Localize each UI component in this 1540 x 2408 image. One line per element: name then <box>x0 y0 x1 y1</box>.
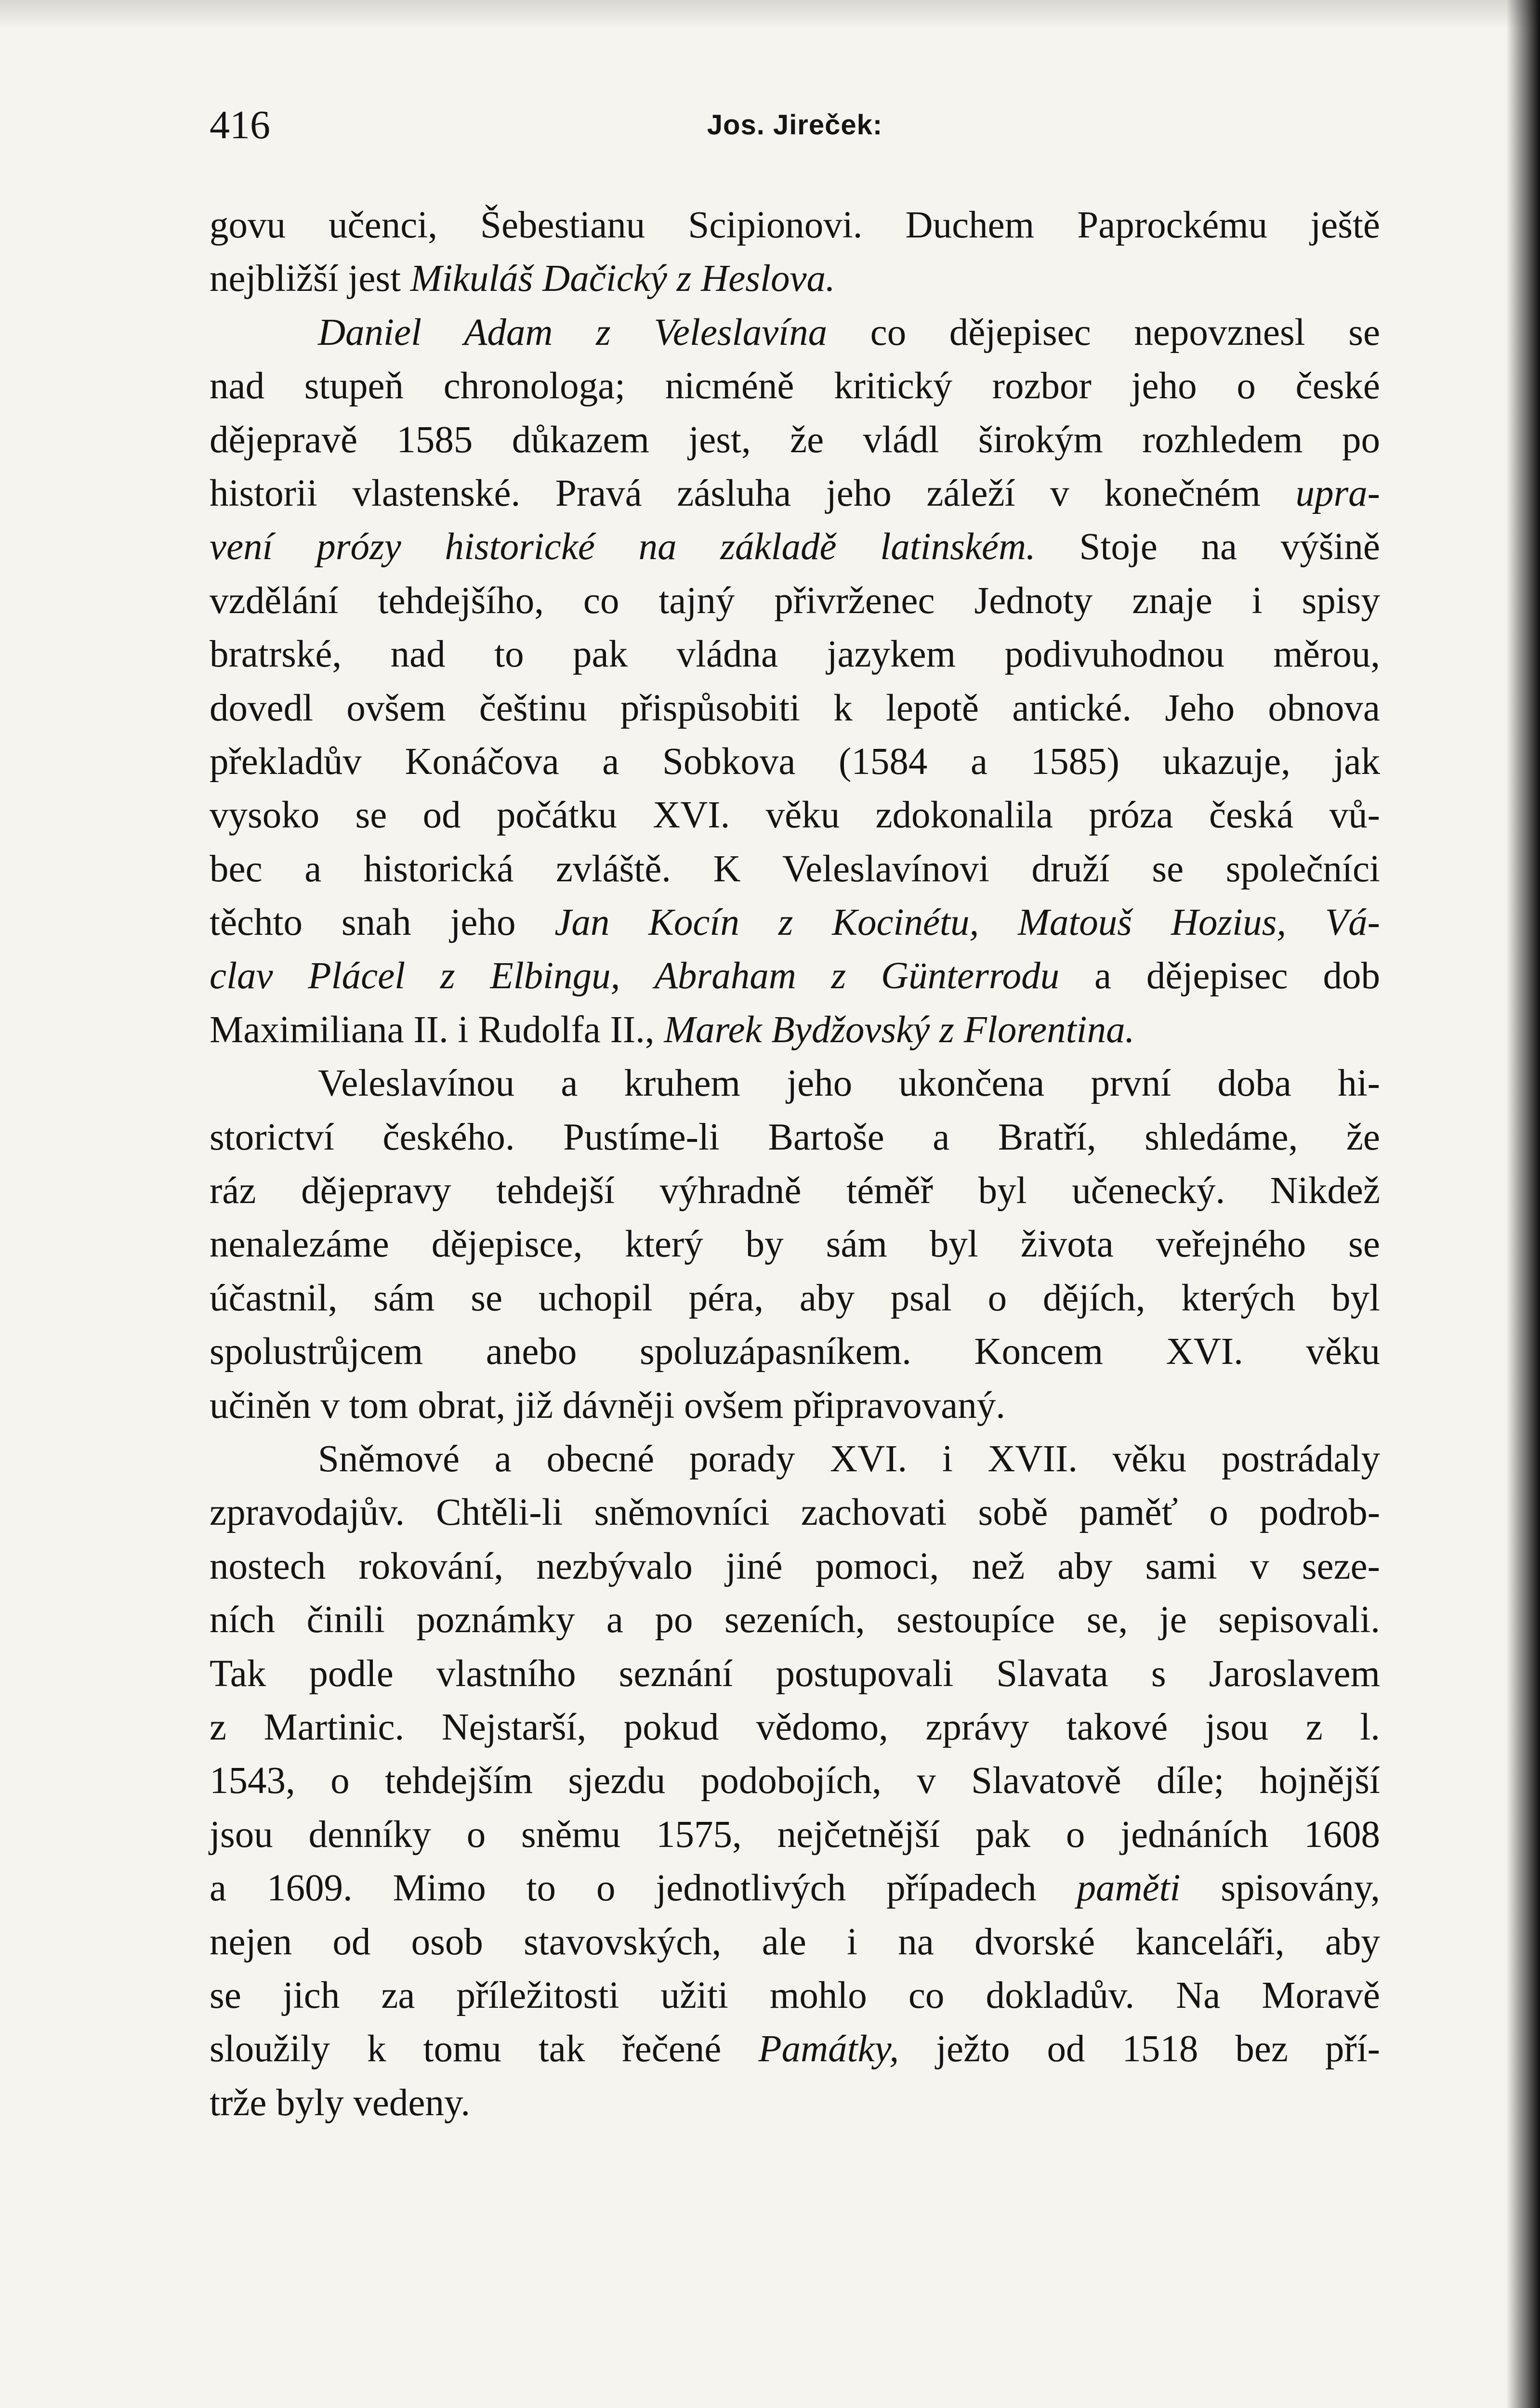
text-segment: a dějepisec dob <box>1059 955 1380 997</box>
italic-text-segment: Mikuláš Dačický z Heslova. <box>410 258 835 300</box>
text-line <box>210 2022 1380 2076</box>
text-segment: Tak podle vlastního seznání postupovali Slavata s Jaroslavem <box>210 1652 1380 1695</box>
text-line <box>210 842 1380 896</box>
text-segment: historii vlastenské. Pravá zásluha jeho záleží v konečném <box>210 472 1296 514</box>
text-segment: bec a historická zvláště. K Veleslavínovi druží se společníci <box>210 848 1380 890</box>
text-line <box>210 1379 1380 1432</box>
text-line <box>210 1701 1380 1754</box>
text-line <box>210 949 1380 1003</box>
text-segment: učiněn v tom obrat, již dávněji ovšem připravovaný. <box>210 1384 1005 1426</box>
page-top-shadow <box>0 0 1540 29</box>
italic-text-segment: Marek Bydžovský z Florentina. <box>664 1008 1135 1051</box>
text-segment: co dějepisec nepovznesl se <box>827 311 1381 353</box>
text-segment: 1543, o tehdejším sjezdu podobojích, v Slavatově díle; hojnější <box>210 1760 1380 1802</box>
text-segment: sloužily k tomu tak řečené <box>210 2028 759 2070</box>
text-segment: ních činili poznámky a po sezeních, sestoupíce se, je sepisovali. <box>210 1599 1380 1641</box>
italic-text-segment: Daniel Adam z Veleslavína <box>318 311 828 353</box>
text-line <box>210 1808 1380 1861</box>
text-line <box>210 306 1380 359</box>
text-line <box>210 2076 1380 2130</box>
italic-text-segment: vení prózy historické na základě latinském. <box>210 526 1036 568</box>
text-line <box>210 1915 1380 1969</box>
text-segment: účastnil, sám se uchopil péra, aby psal o dějích, kterých byl <box>210 1277 1380 1319</box>
text-line <box>210 1754 1380 1807</box>
text-segment: zpravodajův. Chtěli-li sněmovníci zachovati sobě paměť o podrob- <box>210 1492 1380 1534</box>
text-segment: jsou denníky o sněmu 1575, nejčetnější pak o jednáních 1608 <box>210 1813 1380 1856</box>
page-edge-shadow <box>1506 0 1540 2408</box>
text-line <box>210 413 1380 467</box>
text-segment: vzdělání tehdejšího, co tajný přivrženec Jednoty znaje i spisy <box>210 579 1380 622</box>
text-segment: těchto snah jeho <box>210 902 555 944</box>
text-segment: se jich za příležitosti užiti mohlo co dokladův. Na Moravě <box>210 1974 1380 2016</box>
text-line <box>210 681 1380 735</box>
text-segment: bratrské, nad to pak vládna jazykem podivuhodnou měrou, <box>210 633 1380 676</box>
text-segment: dějepravě 1585 důkazem jest, že vládl širokým rozhledem po <box>210 419 1380 461</box>
text-segment: nejbližší jest <box>210 258 410 300</box>
italic-text-segment: Jan Kocín z Kocinétu, Matouš Hozius, Vá- <box>554 902 1380 944</box>
text-line <box>210 198 1380 252</box>
text-line <box>210 1647 1380 1701</box>
page-header <box>210 96 1380 154</box>
text-segment: a 1609. Mimo to o jednotlivých případech <box>210 1867 1077 1910</box>
text-segment: překladův Konáčova a Sobkova (1584 a 1585) ukazuje, jak <box>210 740 1380 783</box>
text-line <box>210 467 1380 520</box>
text-segment: trže byly vedeny. <box>210 2081 471 2124</box>
text-line <box>210 1111 1380 1164</box>
text-line <box>210 1217 1380 1271</box>
text-line <box>210 1593 1380 1647</box>
text-segment: govu učenci, Šebestianu Scipionovi. Duchem Paprockému ještě <box>210 204 1380 246</box>
text-line <box>210 1540 1380 1593</box>
text-line <box>210 1325 1380 1378</box>
running-head: Jos. Jireček: <box>707 109 883 141</box>
text-line <box>210 1969 1380 2022</box>
italic-text-segment: clav Plácel z Elbingu, Abraham z Günterrodu <box>210 955 1060 997</box>
text-line <box>210 1164 1380 1217</box>
body-text <box>210 198 1380 2130</box>
italic-text-segment: upra- <box>1295 472 1380 514</box>
text-line <box>210 359 1380 413</box>
text-segment: dovedl ovšem češtinu přispůsobiti k lepotě antické. Jeho obnova <box>210 687 1380 729</box>
text-line <box>210 1271 1380 1325</box>
text-segment: z Martinic. Nejstarší, pokud vědomo, zprávy takové jsou z l. <box>210 1706 1380 1748</box>
text-line <box>210 628 1380 681</box>
text-segment: ježto od 1518 bez pří- <box>899 2028 1380 2070</box>
text-line <box>210 788 1380 842</box>
text-segment: Sněmové a obecné porady XVI. i XVII. věku postrádaly <box>318 1438 1380 1480</box>
text-line <box>210 1486 1380 1539</box>
italic-text-segment: paměti <box>1077 1867 1181 1910</box>
italic-text-segment: Památky, <box>758 2028 899 2070</box>
page-number: 416 <box>210 103 270 147</box>
text-segment: nenalezáme dějepisce, který by sám byl života veřejného se <box>210 1223 1380 1266</box>
text-segment: spisovány, <box>1180 1867 1380 1910</box>
text-segment: vysoko se od počátku XVI. věku zdokonalila próza česká vů- <box>210 794 1380 837</box>
text-segment: nad stupeň chronologa; nicméně kritický rozbor jeho o české <box>210 365 1380 407</box>
text-segment: spolustrůjcem anebo spoluzápasníkem. Koncem XVI. věku <box>210 1331 1380 1373</box>
text-line <box>210 574 1380 628</box>
text-segment: Stoje na výšině <box>1035 526 1380 568</box>
text-segment: ráz dějepravy tehdejší výhradně téměř byl učenecký. Nikdež <box>210 1170 1380 1212</box>
text-line <box>210 735 1380 788</box>
text-segment: Veleslavínou a kruhem jeho ukončena první doba hi- <box>318 1062 1380 1105</box>
text-segment: nostech rokování, nezbývalo jiné pomoci, než aby sami v seze- <box>210 1545 1380 1587</box>
text-line <box>210 896 1380 949</box>
text-line <box>210 520 1380 574</box>
text-line <box>210 1003 1380 1057</box>
text-segment: Maximiliana II. i Rudolfa II., <box>210 1008 664 1051</box>
text-line <box>210 1057 1380 1110</box>
text-segment: nejen od osob stavovských, ale i na dvorské kanceláři, aby <box>210 1921 1380 1963</box>
text-line <box>210 252 1380 305</box>
text-line <box>210 1432 1380 1486</box>
text-segment: storictví českého. Pustíme-li Bartoše a Bratří, shledáme, že <box>210 1116 1380 1158</box>
text-line <box>210 1861 1380 1915</box>
